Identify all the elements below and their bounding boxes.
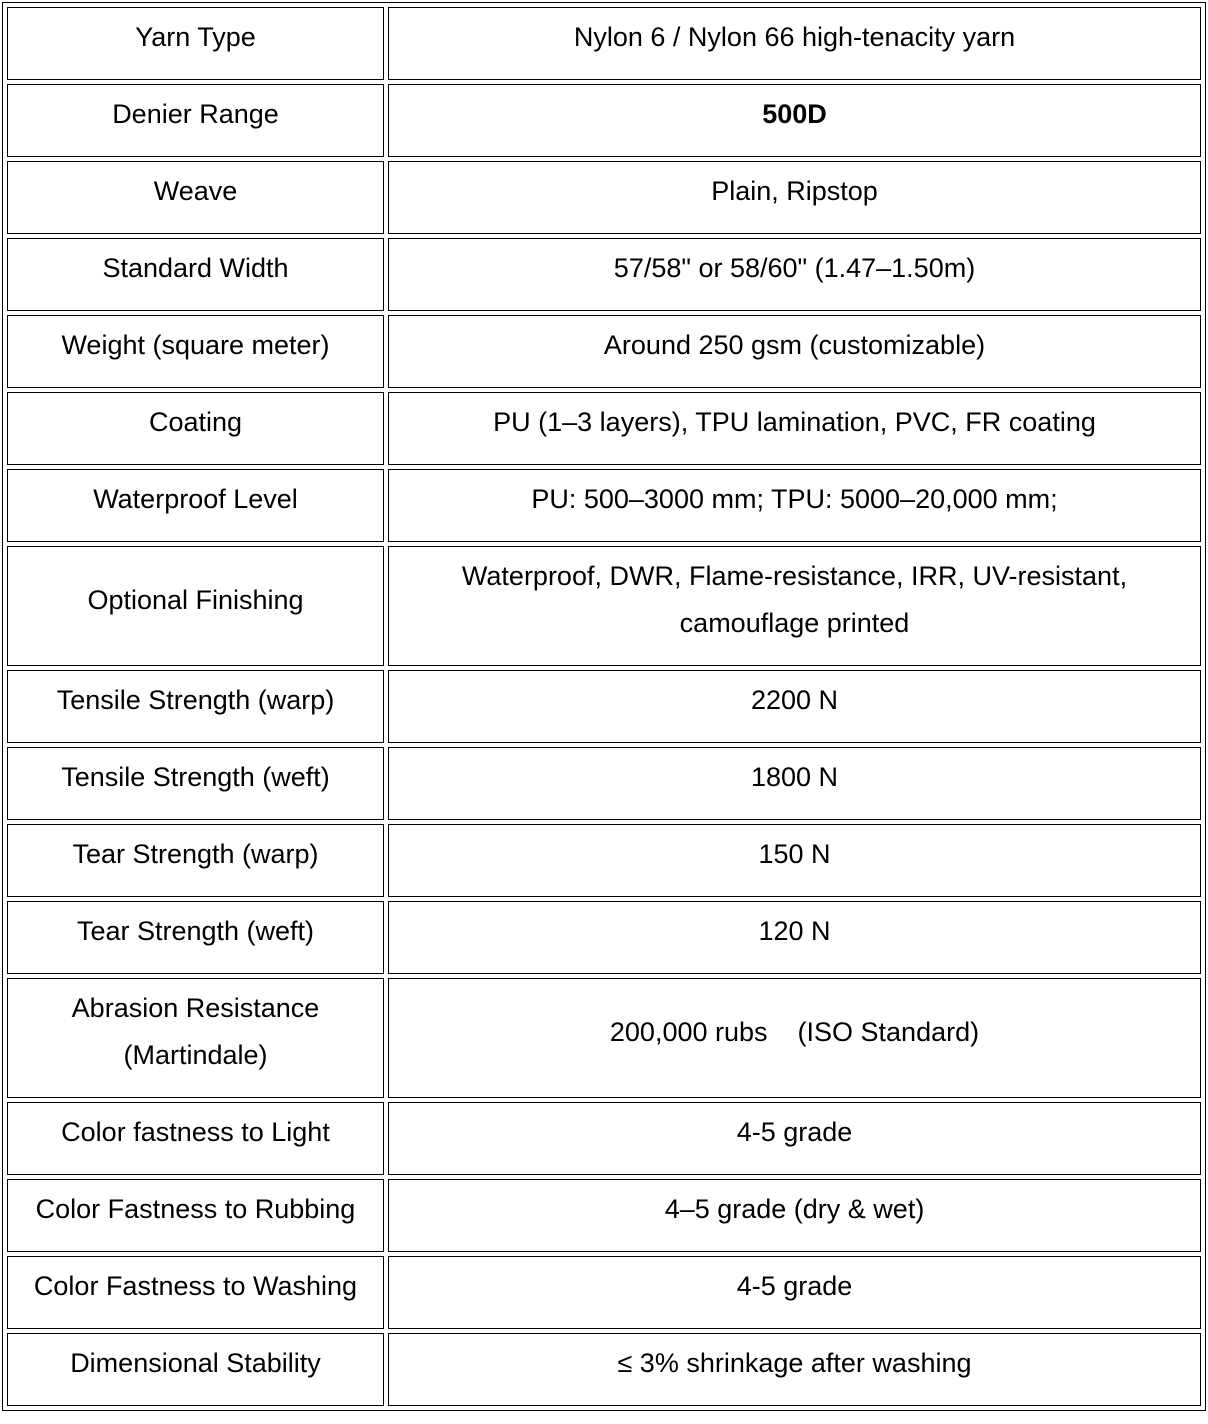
- table-row: [7, 546, 1201, 666]
- table-row: [7, 1179, 1201, 1252]
- spec-table: [2, 2, 1206, 1411]
- table-row: [7, 1102, 1201, 1175]
- spec-value: PU (1–3 layers), TPU lamination, PVC, FR coating: [388, 392, 1201, 465]
- table-row: [7, 747, 1201, 820]
- spec-label: Tear Strength (warp): [7, 824, 384, 897]
- spec-value: 57/58" or 58/60" (1.47–1.50m): [388, 238, 1201, 311]
- spec-label: Color Fastness to Rubbing: [7, 1179, 384, 1252]
- spec-label: Color Fastness to Washing: [7, 1256, 384, 1329]
- spec-value: 120 N: [388, 901, 1201, 974]
- table-row: [7, 238, 1201, 311]
- spec-label: Dimensional Stability: [7, 1333, 384, 1406]
- table-row: [7, 901, 1201, 974]
- spec-value: Plain, Ripstop: [388, 161, 1201, 234]
- spec-value: Around 250 gsm (customizable): [388, 315, 1201, 388]
- spec-label: Yarn Type: [7, 7, 384, 80]
- table-row: [7, 7, 1201, 80]
- spec-label: Abrasion Resistance (Martindale): [7, 978, 384, 1098]
- table-row: [7, 1333, 1201, 1406]
- spec-label: Coating: [7, 392, 384, 465]
- spec-label: Weight (square meter): [7, 315, 384, 388]
- spec-value: 150 N: [388, 824, 1201, 897]
- spec-label: Standard Width: [7, 238, 384, 311]
- table-row: [7, 161, 1201, 234]
- spec-label: Weave: [7, 161, 384, 234]
- spec-value: Nylon 6 / Nylon 66 high-tenacity yarn: [388, 7, 1201, 80]
- table-row: [7, 670, 1201, 743]
- spec-value: 2200 N: [388, 670, 1201, 743]
- spec-value: 4-5 grade: [388, 1256, 1201, 1329]
- spec-value: 4–5 grade (dry & wet): [388, 1179, 1201, 1252]
- spec-label: Tear Strength (weft): [7, 901, 384, 974]
- spec-value: 1800 N: [388, 747, 1201, 820]
- spec-value: 500D: [388, 84, 1201, 157]
- table-row: [7, 824, 1201, 897]
- spec-label: Denier Range: [7, 84, 384, 157]
- table-row: [7, 978, 1201, 1098]
- spec-label: Tensile Strength (warp): [7, 670, 384, 743]
- spec-value: 4-5 grade: [388, 1102, 1201, 1175]
- table-row: [7, 84, 1201, 157]
- spec-value: ≤ 3% shrinkage after washing: [388, 1333, 1201, 1406]
- spec-label: Tensile Strength (weft): [7, 747, 384, 820]
- table-row: [7, 469, 1201, 542]
- spec-value: PU: 500–3000 mm; TPU: 5000–20,000 mm;: [388, 469, 1201, 542]
- spec-label: Waterproof Level: [7, 469, 384, 542]
- table-row: [7, 392, 1201, 465]
- spec-value: Waterproof, DWR, Flame-resistance, IRR, UV-resistant, camouflage printed: [388, 546, 1201, 666]
- table-row: [7, 315, 1201, 388]
- spec-label: Optional Finishing: [7, 546, 384, 666]
- table-row: [7, 1256, 1201, 1329]
- spec-label: Color fastness to Light: [7, 1102, 384, 1175]
- spec-value: 200,000 rubs (ISO Standard): [388, 978, 1201, 1098]
